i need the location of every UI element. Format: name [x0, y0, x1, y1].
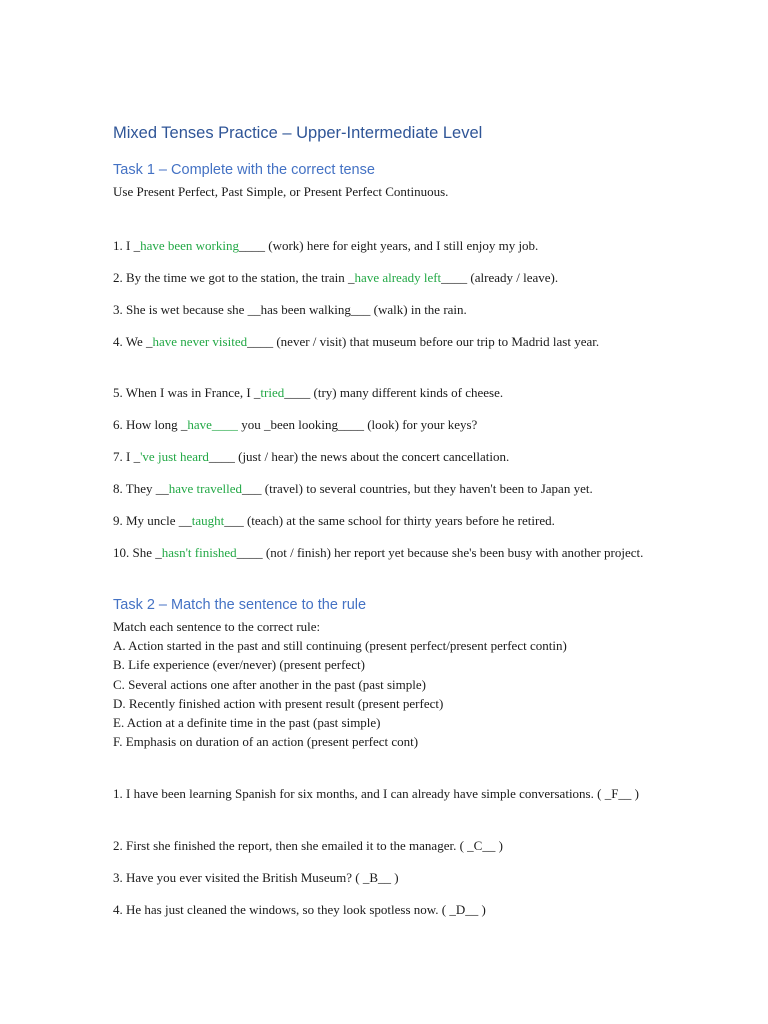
rules-list — [113, 636, 673, 751]
answer-text: 've just heard — [140, 449, 209, 464]
document-title: Mixed Tenses Practice – Upper-Intermediate Level — [113, 124, 483, 142]
task1-item: 9. My uncle __taught___ (teach) at the same school for thirty years before he retired. — [113, 513, 555, 528]
task2-item: 2. First she finished the report, then she emailed it to the manager. ( _C__ ) — [113, 838, 503, 853]
answer-text: hasn't finished — [161, 545, 237, 560]
task1-item: 10. She _hasn't finished____ (not / finish) her report yet because she's been busy with another project. — [113, 545, 644, 560]
task1-instructions: Use Present Perfect, Past Simple, or Present Perfect Continuous. — [113, 184, 449, 199]
task1-item: 8. They __have travelled___ (travel) to several countries, but they haven't been to Japan yet. — [113, 481, 593, 496]
task2-section — [113, 597, 673, 751]
answer-text: tried — [260, 385, 285, 400]
task1-item: 7. I _'ve just heard____ (just / hear) the news about the concert cancellation. — [113, 449, 510, 464]
task2-heading: Task 2 – Match the sentence to the rule — [113, 597, 367, 613]
answer-text: have already left — [354, 270, 442, 285]
task1-item: 3. She is wet because she __has been walking___ (walk) in the rain. — [113, 302, 467, 317]
task1-item: 2. By the time we got to the station, the train _have already left____ (already / leave). — [113, 270, 559, 285]
rule-item: A. Action started in the past and still continuing (present perfect/present perfect contin) — [113, 638, 567, 654]
answer-text: have____ — [187, 417, 238, 432]
task1-section — [113, 162, 673, 202]
rule-item: E. Action at a definite time in the past (past simple) — [113, 715, 381, 731]
task1-heading: Task 1 – Complete with the correct tense — [113, 162, 375, 178]
rule-item: F. Emphasis on duration of an action (present perfect cont) — [113, 734, 419, 750]
task1-item: 6. How long _have____ you _been looking____ (look) for your keys? — [113, 417, 478, 432]
answer-text: have never visited — [152, 334, 248, 349]
rule-item: C. Several actions one after another in the past (past simple) — [113, 676, 426, 692]
task2-item: 3. Have you ever visited the British Museum? ( _B__ ) — [113, 870, 399, 885]
rule-item: D. Recently finished action with present result (present perfect) — [113, 695, 444, 711]
task2-item: 4. He has just cleaned the windows, so they look spotless now. ( _D__ ) — [113, 902, 486, 917]
task1-item: 5. When I was in France, I _tried____ (try) many different kinds of cheese. — [113, 385, 504, 400]
answer-text: have travelled — [168, 481, 242, 496]
answer-text: taught — [191, 513, 225, 528]
task1-item: 1. I _have been working____ (work) here for eight years, and I still enjoy my job. — [113, 238, 539, 253]
task1-item: 4. We _have never visited____ (never / visit) that museum before our trip to Madrid last year. — [113, 334, 600, 349]
rule-item: B. Life experience (ever/never) (present perfect) — [113, 657, 365, 673]
task2-item: 1. I have been learning Spanish for six months, and I can already have simple conversations. ( _F__ ) — [113, 786, 639, 801]
answer-text: have been working — [140, 238, 240, 253]
task2-instructions: Match each sentence to the correct rule: — [113, 619, 321, 634]
